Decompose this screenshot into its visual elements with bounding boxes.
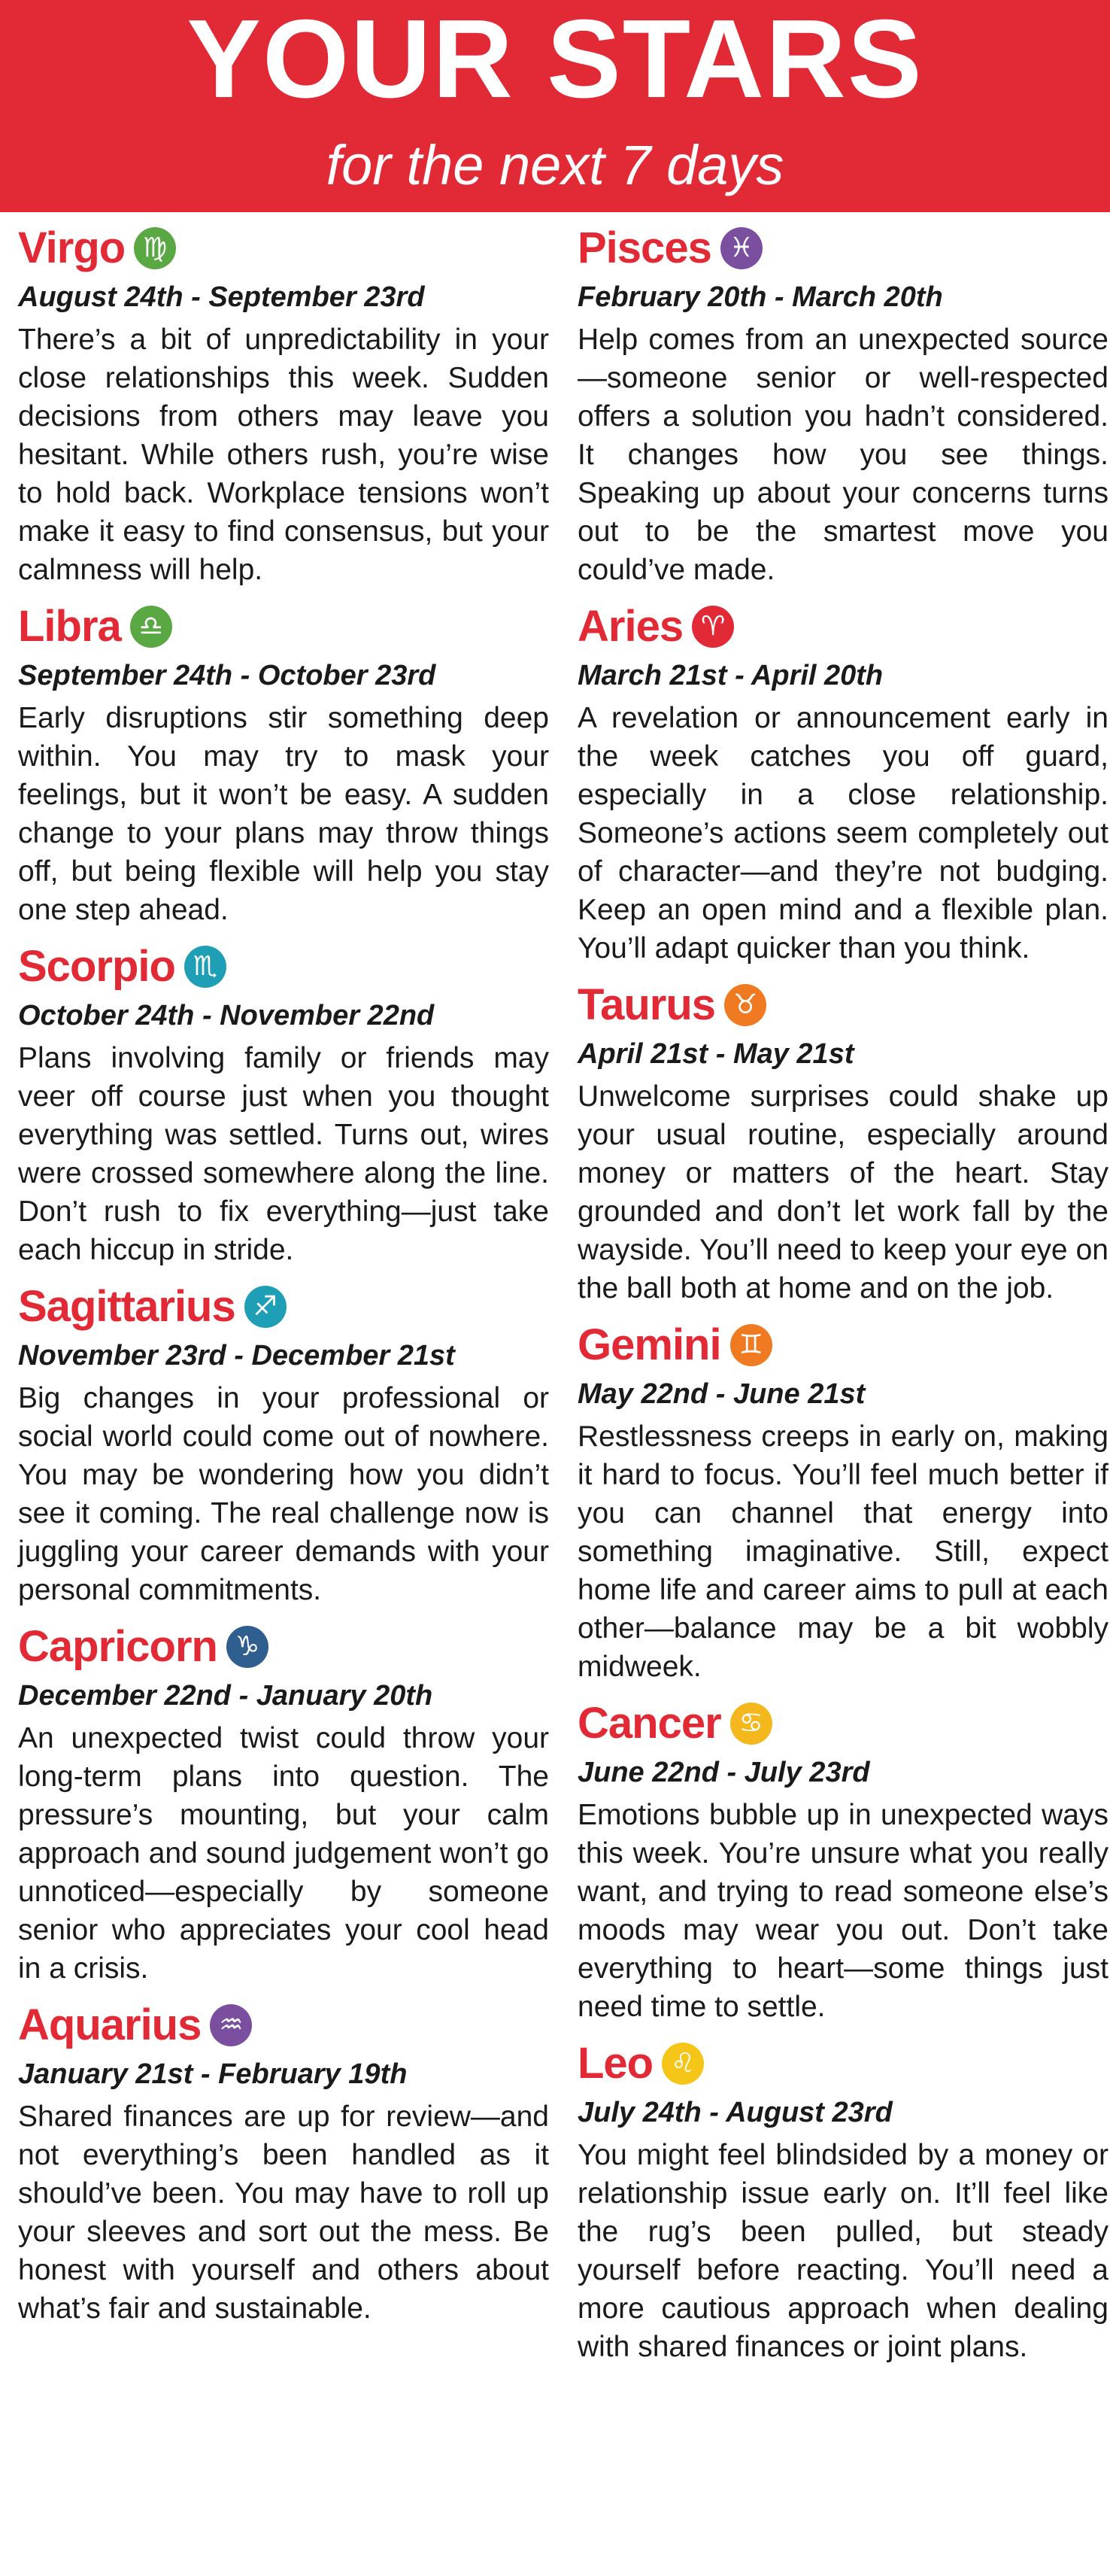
- sign-forecast: Help comes from an unexpected source—someone senior or well-respected offers a solution you hadn’t considered. It changes how you see things. Speaking up about your concerns turns out to be the smartest move you could’ve made.: [578, 324, 1108, 586]
- page-subtitle: for the next 7 days: [326, 134, 784, 196]
- header-banner: [0, 0, 1110, 212]
- sign-dates: July 24th - August 23rd: [578, 2097, 893, 2128]
- sign-dates: January 21st - February 19th: [18, 2058, 408, 2090]
- sign-heading: [18, 597, 549, 657]
- sign-pisces: [578, 218, 1108, 589]
- sign-heading: [578, 2034, 1108, 2094]
- sign-name: Capricorn: [18, 1622, 217, 1671]
- sign-heading: [578, 597, 1108, 657]
- sign-name: Gemini: [578, 1320, 721, 1369]
- sign-heading: [18, 218, 549, 278]
- sign-cancer: [578, 1694, 1108, 2026]
- sign-name: Cancer: [578, 1699, 721, 1748]
- sagittarius-icon: ♐: [244, 1286, 287, 1328]
- sign-heading: [578, 218, 1108, 278]
- sign-heading: [578, 1694, 1108, 1754]
- sign-dates: April 21st - May 21st: [578, 1038, 854, 1070]
- sign-taurus: [578, 975, 1108, 1308]
- sign-dates: October 24th - November 22nd: [18, 1000, 435, 1031]
- left-column: [18, 218, 549, 2335]
- sign-leo: [578, 2034, 1108, 2366]
- sign-aquarius: [18, 1995, 549, 2328]
- sign-dates: September 24th - October 23rd: [18, 660, 436, 691]
- page-title: YOUR STARS: [187, 0, 923, 121]
- sign-name: Aries: [578, 602, 684, 651]
- sign-capricorn: [18, 1617, 549, 1988]
- sign-gemini: [578, 1315, 1108, 1686]
- sign-name: Taurus: [578, 980, 716, 1029]
- sign-scorpio: [18, 937, 549, 1269]
- sign-forecast: There’s a bit of unpredictability in your close relationships this week. Sudden decisions from others may leave you hesitant. While others rush, you’re wise to hold back. Workplace tensions won’t make it easy to find consensus, but your calmness will help.: [18, 324, 549, 586]
- sign-heading: [578, 1315, 1108, 1375]
- sign-name: Leo: [578, 2039, 654, 2088]
- sign-forecast: Early disruptions stir something deep within. You may try to mask your feelings, but it won’t be easy. A sudden change to your plans may throw things off, but being flexible will help you stay one step ahead.: [18, 702, 549, 926]
- sign-aries: [578, 597, 1108, 968]
- sign-dates: February 20th - March 20th: [578, 281, 943, 313]
- sign-dates: December 22nd - January 20th: [18, 1680, 433, 1712]
- sign-sagittarius: [18, 1277, 549, 1609]
- sign-name: Virgo: [18, 223, 126, 272]
- sign-forecast: Unwelcome surprises could shake up your usual routine, especially around money or matters of the heart. Stay grounded and don’t let work fall by the wayside. You’ll need to keep your eye on the ball both at home and on the job.: [578, 1080, 1108, 1305]
- libra-icon: ♎: [130, 606, 172, 648]
- sign-virgo: [18, 218, 549, 589]
- sign-dates: August 24th - September 23rd: [18, 281, 425, 313]
- sign-name: Aquarius: [18, 2000, 202, 2049]
- sign-heading: [18, 937, 549, 997]
- sign-dates: May 22nd - June 21st: [578, 1378, 866, 1410]
- sign-forecast: An unexpected twist could throw your long-term plans into question. The pressure’s mounting, but your calm approach and sound judgement won’t go unnoticed—especially by someone senior who appreciates your cool head in a crisis.: [18, 1722, 549, 1985]
- scorpio-icon: ♏: [184, 946, 226, 988]
- sign-dates: November 23rd - December 21st: [18, 1340, 455, 1372]
- sign-dates: June 22nd - July 23rd: [578, 1757, 870, 1788]
- capricorn-icon: ♑: [226, 1626, 268, 1668]
- sign-name: Sagittarius: [18, 1282, 235, 1331]
- sign-libra: [18, 597, 549, 929]
- sign-heading: [18, 1277, 549, 1337]
- virgo-icon: ♍: [134, 227, 176, 269]
- sign-name: Libra: [18, 602, 121, 651]
- sign-forecast: A revelation or announcement early in the week catches you off guard, especially in a close relationship. Someone’s actions seem completely out of character—and they’re not budging. Keep an open mind and a flexible plan. You’ll adapt quicker than you think.: [578, 702, 1108, 964]
- sign-heading: [578, 975, 1108, 1035]
- aquarius-icon: ♒: [210, 2004, 252, 2046]
- sign-name: Scorpio: [18, 942, 175, 991]
- cancer-icon: ♋: [730, 1703, 772, 1745]
- taurus-icon: ♉: [724, 984, 766, 1026]
- sign-forecast: Big changes in your professional or social world could come out of nowhere. You may be wondering how you didn’t see it coming. The real challenge now is juggling your career demands with your personal commitments.: [18, 1382, 549, 1606]
- sign-dates: March 21st - April 20th: [578, 660, 884, 691]
- pisces-icon: ♓: [720, 227, 763, 269]
- right-column: [578, 218, 1108, 2374]
- sign-forecast: Emotions bubble up in unexpected ways this week. You’re unsure what you really want, and trying to read someone else’s moods may wear you out. Don’t take everything to heart—some things just need time to settle.: [578, 1799, 1108, 2023]
- gemini-icon: ♊: [730, 1324, 772, 1366]
- sign-heading: [18, 1995, 549, 2055]
- sign-heading: [18, 1617, 549, 1677]
- sign-forecast: You might feel blindsided by a money or relationship issue early on. It’ll feel like the rug’s been pulled, but steady yourself before reacting. You’ll need a more cautious approach when dealing with shared finances or joint plans.: [578, 2139, 1108, 2363]
- sign-forecast: Shared finances are up for review—and not everything’s been handled as it should’ve been. You may have to roll up your sleeves and sort out the mess. Be honest with yourself and others about what’s fair and sustainable.: [18, 2101, 549, 2325]
- leo-icon: ♌: [662, 2043, 704, 2085]
- aries-icon: ♈: [692, 606, 734, 648]
- sign-forecast: Restlessness creeps in early on, making it hard to focus. You’ll feel much better if you can channel that energy into something imaginative. Still, expect home life and career aims to pull at each other—balance may be a bit wobbly midweek.: [578, 1420, 1108, 1683]
- sign-name: Pisces: [578, 223, 711, 272]
- sign-forecast: Plans involving family or friends may veer off course just when you thought everything was settled. Turns out, wires were crossed somewhere along the line. Don’t rush to fix everything—just take each hiccup in stride.: [18, 1042, 549, 1266]
